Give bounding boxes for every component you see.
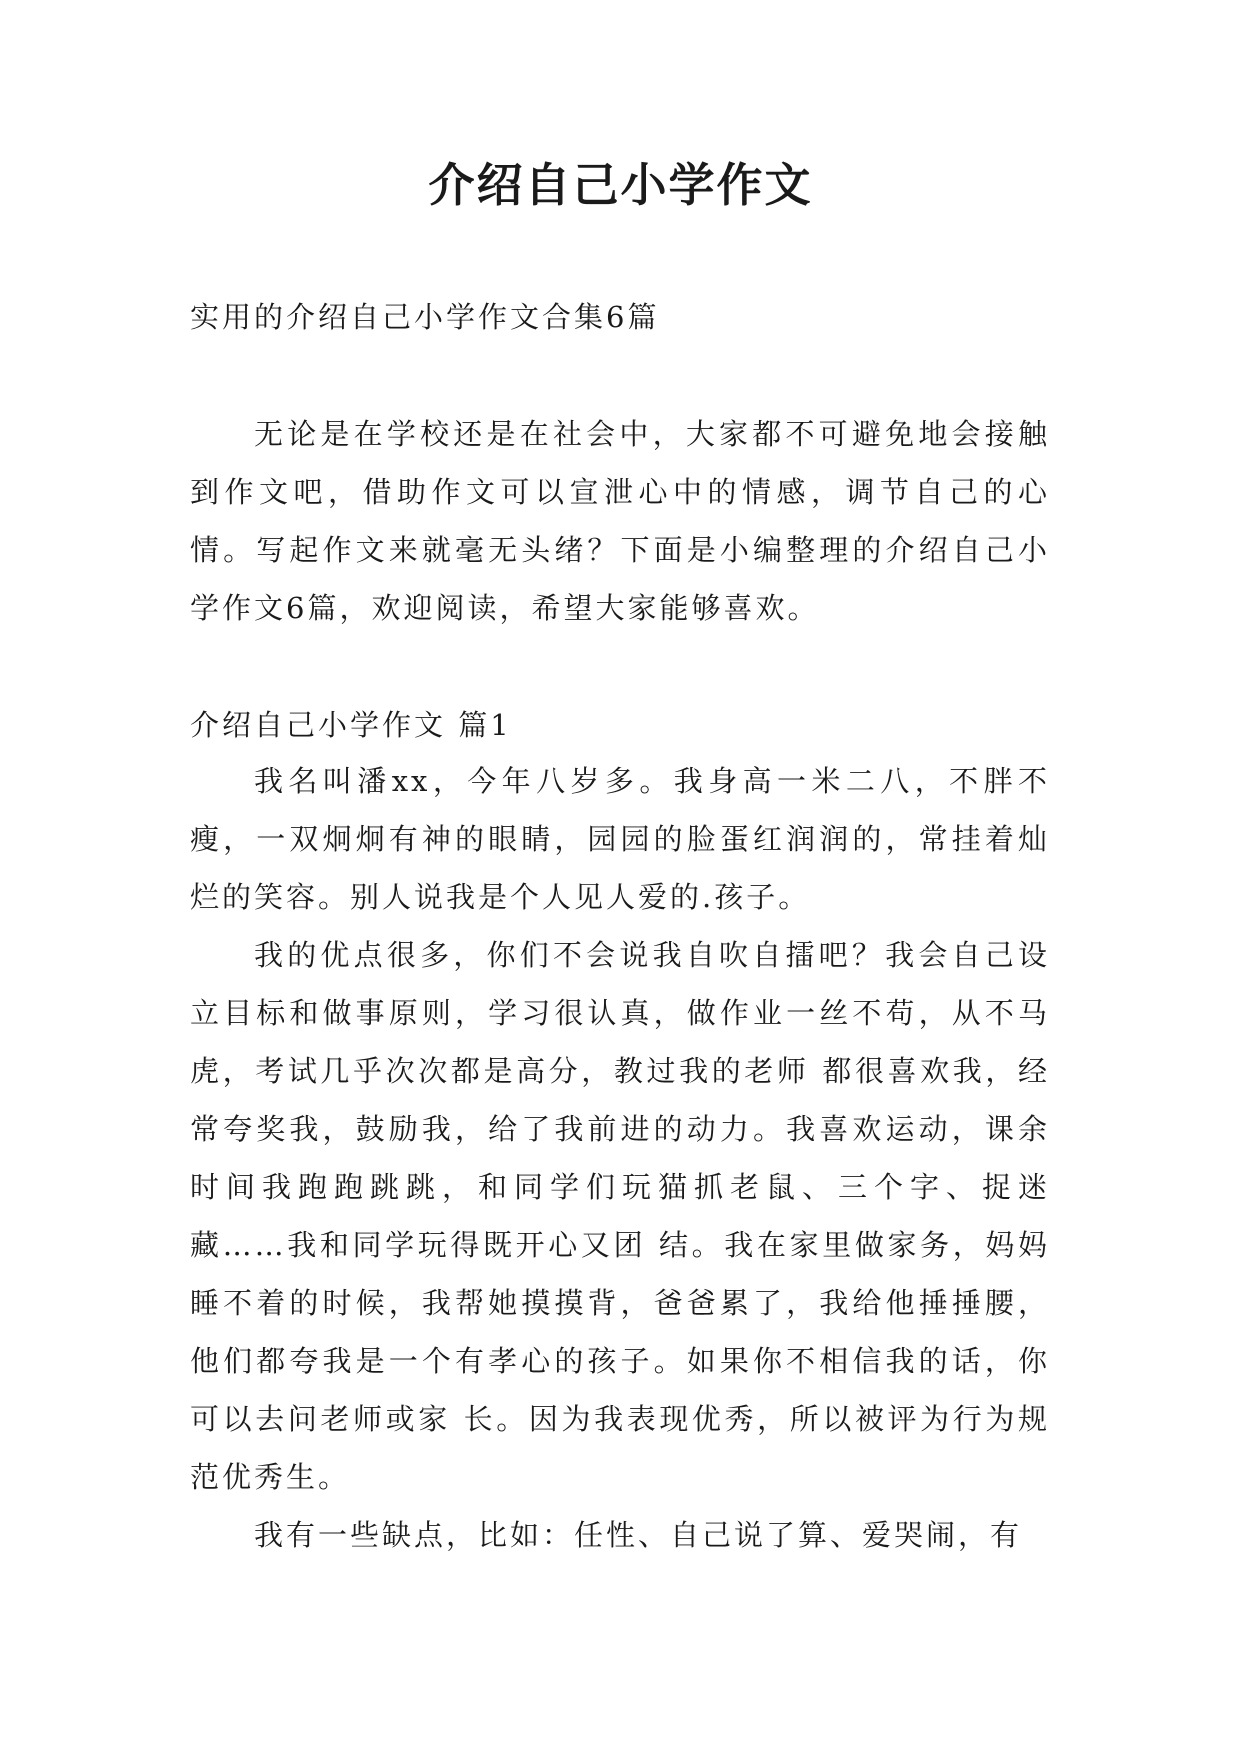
document-title: 介绍自己小学作文	[428, 158, 813, 212]
essay-paragraph: 我有一些缺点，比如：任性、自己说了算、爱哭闹，有	[254, 1518, 1023, 1552]
essay-paragraph: 我的优点很多，你们不会说我自吹自擂吧？我会自己设立目标和做事原则，学习很认真，做作业一丝不苟，从不马虎，考试几乎次次都是高分，教过我的老师 都很喜欢我，经常夸奖我，鼓励我，给了我前进的动力。我喜欢运动，课余时间我跑跑跳跳，和同学们玩猫抓老鼠、三个字、捉迷藏……我和同学玩得既开心又团 结。我在家里做家务，妈妈睡不着的时候，我帮她摸摸背，爸爸累了，我给他捶捶腰，他们都夸我是一个有孝心的孩子。如果你不相信我的话，你可以去问老师或家 长。因为我表现优秀，所以被评为行为规范优秀生。	[190, 938, 1050, 1494]
document-subtitle: 实用的介绍自己小学作文合集6篇	[190, 300, 660, 334]
essay-paragraph: 我名叫潘xx，今年八岁多。我身高一米二八，不胖不瘦，一双炯炯有神的眼睛，园园的脸蛋红润润的，常挂着灿烂的笑容。别人说我是个人见人爱的.孩子。	[190, 764, 1050, 914]
section-heading: 介绍自己小学作文 篇1	[190, 708, 512, 742]
intro-paragraph: 无论是在学校还是在社会中，大家都不可避免地会接触到作文吧，借助作文可以宣泄心中的情感，调节自己的心情。写起作文来就毫无头绪？下面是小编整理的介绍自己小学作文6篇，欢迎阅读，希望大家能够喜欢。	[190, 417, 1050, 625]
essay-body	[190, 752, 1050, 1564]
